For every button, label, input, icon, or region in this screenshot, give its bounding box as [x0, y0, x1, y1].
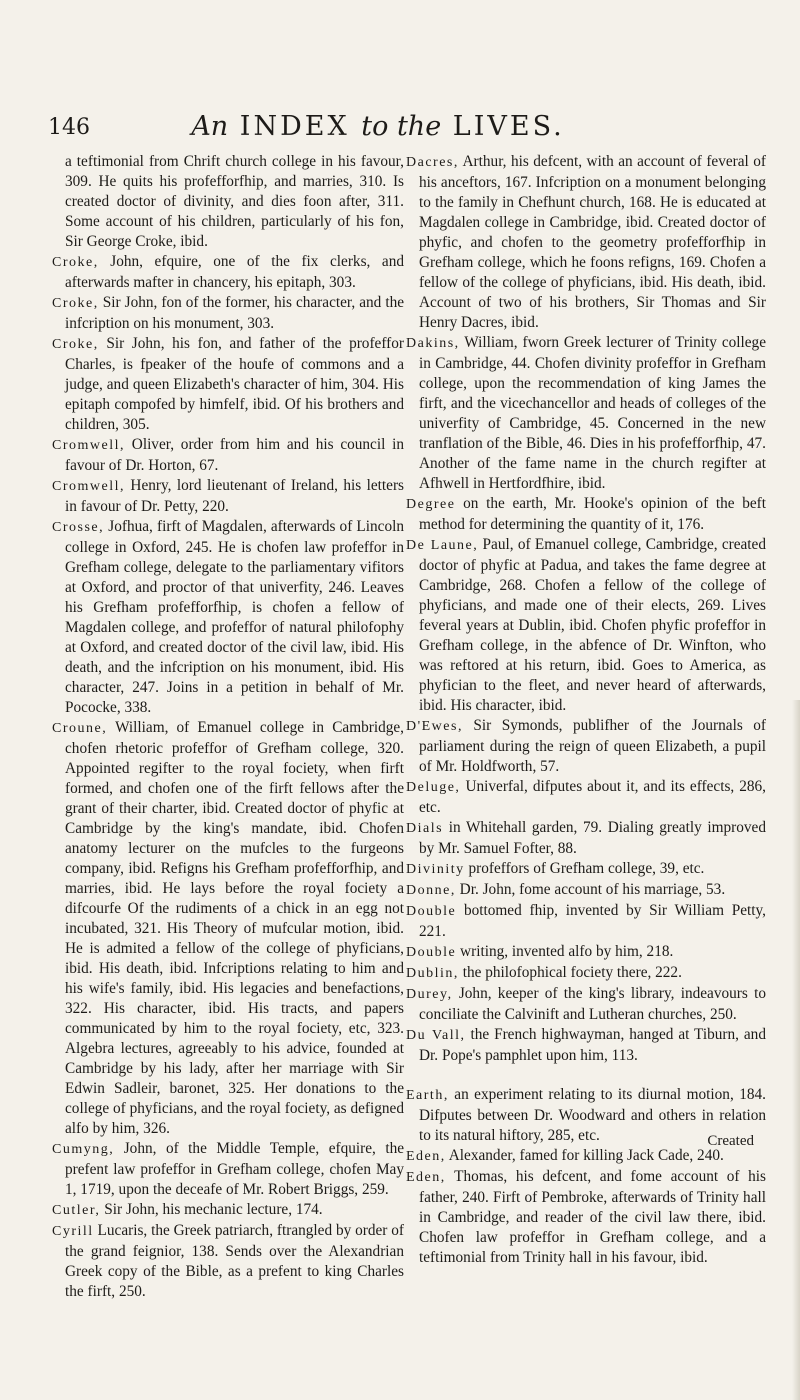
index-entry: Cumyng, John, of the Middle Temple, efquire, the prefent law profeffor in Grefham college, chofen May 1, 1719, upon the deceafe of Mr. Robert Briggs, 259. — [52, 1140, 405, 1198]
index-entry: De Laune, Paul, of Emanuel college, Cambridge, created doctor of phyfic at Padua, and takes the fame degree at Cambridge, 268. Chofen a fellow of the college of phyficians, and made one of their elects, 269. Lives feveral years at Dublin, ibid. Chofen phyfic profeffor in Grefham college, in the abfence of Dr. Winfton, who was reftored at his return, ibid. Goes to America, as phyfician to the fleet, and never heard of afterwards, ibid. His character, ibid. — [406, 536, 766, 714]
title-mid: to the — [361, 111, 442, 142]
index-entry: Cyrill Lucaris, the Greek patriarch, ftrangled by order of the grand feignior, 138. Sends over the Alexandrian Greek copy of the Bible, as a prefent to king Charles the firft, 250. — [52, 1222, 404, 1300]
index-entry: Croke, John, efquire, one of the fix clerks, and afterwards mafter in chancery, his epitaph, 303. — [52, 253, 404, 291]
index-entry: Cromwell, Oliver, order from him and his council in favour of Dr. Horton, 67. — [52, 436, 404, 474]
index-entry: Dakins, William, fworn Greek lecturer of Trinity college in Cambridge, 44. Chofen divinity profeffor in Grefham college, upon the recommendation of king James the firft, and the vicechancellor and heads of colleges of the univerfity of Cambridge, 45. Concerned in the new tranflation of the Bible, 46. Dies in his profefforfhip, 47. Another of the fame name in the church regifter at Afhwell in Hertfordfhire, ibid. — [406, 334, 766, 492]
running-header — [0, 113, 800, 153]
index-entry: Croune, William, of Emanuel college in Cambridge, chofen rhetoric profeffor of Grefham college, 320. Appointed regifter to the royal fociety, when firft formed, and chofen one of the firft fellows after the grant of their charter, ibid. Created doctor of phyfic at Cambridge by the king's mandate, ibid. Chofen anatomy lecturer on the mufcles to the furgeons company, ibid. Refigns his Grefham profefforfhip, and marries, ibid. He lays before the royal fociety a difcourfe Of the rudiments of a chick in an egg not incubated, 321. His Theory of mufcular motion, ibid. He is admited a fellow of the college of phyficians, ibid. His death, ibid. Infcriptions relating to him and his wife's family, ibid. His legacies and benefactions, 322. His character, ibid. His tracts, and papers communicated by him to the royal fociety, etc, 323. Algebra lectures, agreeably to his advice, founded at Cambridge by his lady, after her marriage with Sir Edwin Sadleir, baronet, 325. Her donations to the college of phyficians, and the royal fociety, as defigned alfo by him, 326. — [52, 719, 404, 1137]
index-entry: Eden, Thomas, his defcent, and fome account of his father, 240. Firft of Pembroke, afterwards of Trinity hall in Cambridge, and reader of the civil law there, ibid. Chofen law profeffor in Grefham college, and a teftimonial from Trinity hall in his favour, ibid. — [406, 1168, 766, 1266]
index-entry: Degree on the earth, Mr. Hooke's opinion of the beft method for determining the quantity of it, 176. — [406, 495, 766, 533]
index-entry: Croke, Sir John, fon of the former, his character, and the infcription on his monument, 303. — [52, 294, 405, 332]
index-entry: Double writing, invented alfo by him, 218. — [406, 943, 674, 960]
title-main: INDEX — [239, 111, 350, 142]
left-column — [52, 152, 404, 1302]
index-entry: Deluge, Univerfal, difputes about it, and its effects, 286, etc. — [406, 778, 766, 816]
index-entry: Double bottomed fhip, invented by Sir William Petty, 221. — [406, 902, 766, 940]
index-entry: Cromwell, Henry, lord lieutenant of Ireland, his letters in favour of Dr. Petty, 220. — [52, 477, 404, 515]
title-prefix: An — [191, 111, 229, 142]
title-end: LIVES. — [452, 111, 565, 142]
index-entry: Earth, an experiment relating to its diurnal motion, 184. Difputes between Dr. Woodward and others in relation to its natural hiftory, 285, etc. — [406, 1086, 766, 1144]
index-entry: Durey, John, keeper of the king's library, indeavours to conciliate the Calvinift and Lutheran churches, 250. — [406, 985, 766, 1023]
index-entry: Eden, Alexander, famed for killing Jack Cade, 240. — [406, 1147, 724, 1164]
catchword: Created — [707, 1133, 754, 1149]
index-entry: Crosse, Jofhua, firft of Magdalen, afterwards of Lincoln college in Oxford, 245. He is chofen law profeffor in Grefham college, delegate to the parliamentary vifitors at Oxford, and proctor of that univerfity, 246. Leaves his Grefham profefforfhip, is chofen a fellow of Magdalen college, and profeffor of natural philofophy at Oxford, and created doctor of the civil law, ibid. His death, and the infcription on his monument, ibid. His character, 247. Joins in a petition in behalf of Mr. Pococke, 338. — [52, 518, 405, 716]
index-entry: Divinity profeffors of Grefham college, 39, etc. — [406, 860, 705, 877]
right-column — [406, 152, 766, 1268]
running-title — [98, 111, 658, 142]
page-edge-shadow — [792, 700, 800, 1400]
index-entry: Croke, Sir John, his fon, and father of the profeffor Charles, is fpeaker of the houfe of commons and a judge, and queen Elizabeth's character of him, 304. His epitaph compofed by himfelf, ibid. Of his brothers and children, 305. — [52, 335, 404, 433]
index-entry: Donne, Dr. John, fome account of his marriage, 53. — [406, 881, 726, 898]
index-entry: Du Vall, the French highwayman, hanged at Tiburn, and Dr. Pope's pamphlet upon him, 113. — [406, 1026, 766, 1064]
page-number: 146 — [48, 115, 90, 140]
index-entry: Cutler, Sir John, his mechanic lecture, 174. — [52, 1201, 323, 1218]
index-entry: Dublin, the philofophical fociety there, 222. — [406, 964, 682, 981]
index-entry: a teftimonial from Chrift church college in his favour, 309. He quits his profefforfhip, and marries, 310. Is created doctor of divinity, and dies foon after, 311. Some account of his children, particularly of his fon, Sir George Croke, ibid. — [65, 153, 404, 250]
index-entry: Dacres, Arthur, his defcent, with an account of feveral of his anceftors, 167. Infcription on a monument belonging to the family in Chefhunt church, 168. He is educated at Magdalen college in Cambridge, ibid. Created doctor of phyfic, and chofen to the geometry profefforfhip in Grefham college, which he foons refigns, 169. Chofen a fellow of the college of phyficians, ibid. His death, ibid. Account of two of his brothers, Sir Thomas and Sir Henry Dacres, ibid. — [406, 153, 766, 331]
index-entry: D'Ewes, Sir Symonds, publifher of the Journals of parliament during the reign of queen Elizabeth, a pupil of Mr. Holdfworth, 57. — [406, 717, 766, 775]
index-entry: Dials in Whitehall garden, 79. Dialing greatly improved by Mr. Samuel Fofter, 88. — [406, 819, 766, 857]
